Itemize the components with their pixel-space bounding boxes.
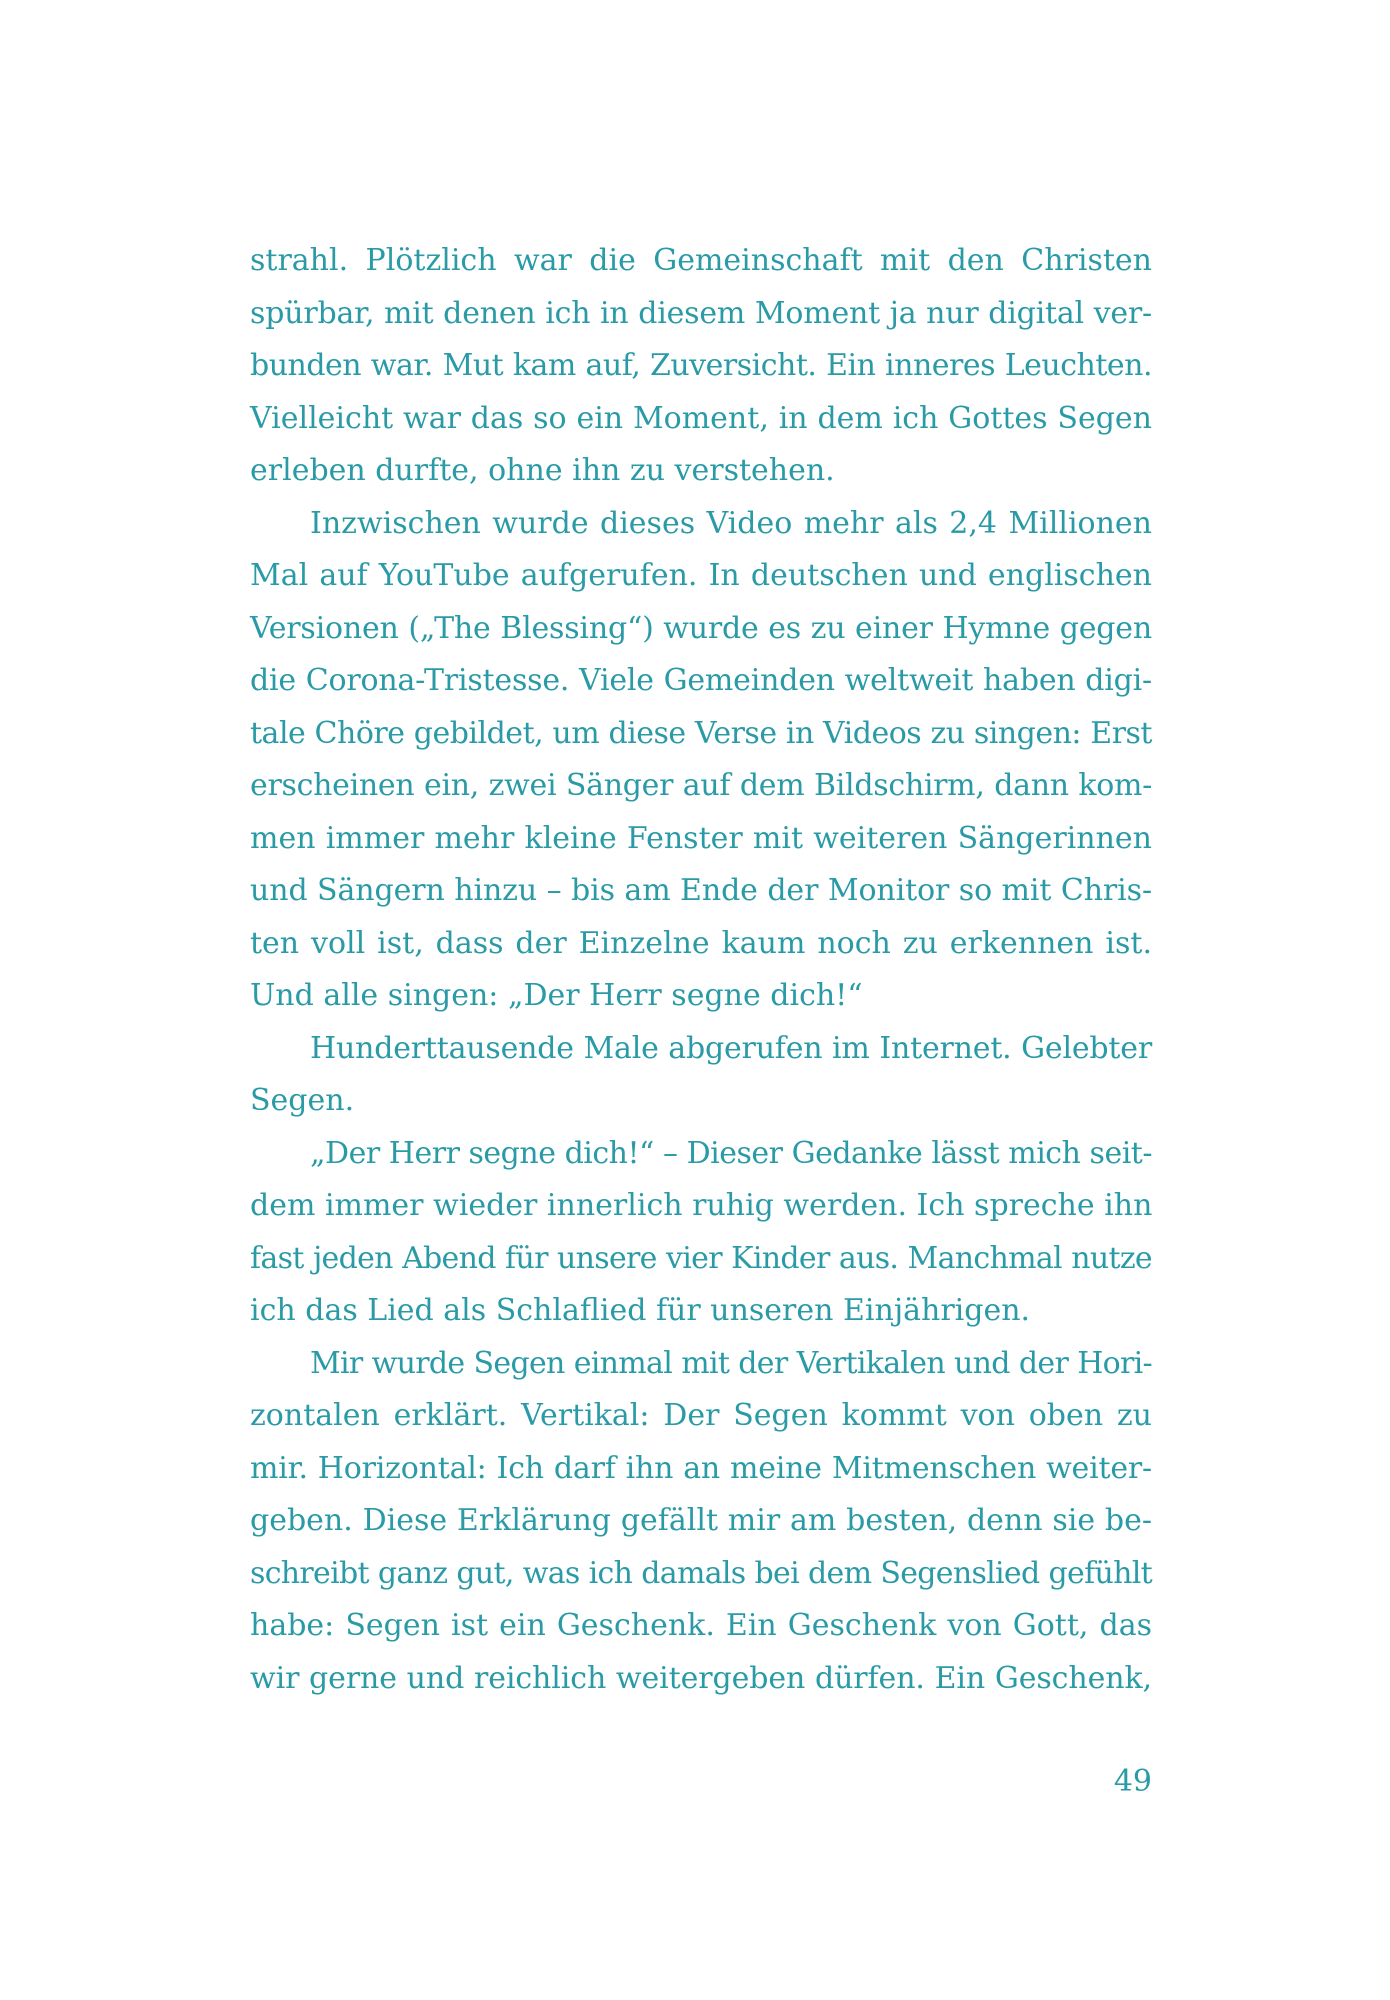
- text-line: ten voll ist, dass der Einzelne kaum noch zu erkennen ist.: [250, 925, 1152, 961]
- text-line: Inzwischen wurde dieses Video mehr als 2,4 Millionen: [310, 505, 1152, 541]
- text-line: tale Chöre gebildet, um diese Verse in Videos zu singen: Erst: [250, 715, 1152, 751]
- text-line: fast jeden Abend für unsere vier Kinder aus. Manchmal nutze: [250, 1240, 1152, 1276]
- text-line: zontalen erklärt. Vertikal: Der Segen kommt von oben zu: [250, 1398, 1152, 1433]
- page-number: 49: [1113, 1764, 1152, 1799]
- text-line: spürbar, mit denen ich in diesem Moment ja nur digital ver-: [250, 295, 1152, 331]
- text-line: Und alle singen: „Der Herr segne dich!“: [250, 978, 863, 1013]
- text-line: Mir wurde Segen einmal mit der Vertikalen und der Hori-: [310, 1345, 1152, 1381]
- text-line: und Sängern hinzu – bis am Ende der Monitor so mit Chris-: [250, 873, 1152, 908]
- text-line: dem immer wieder innerlich ruhig werden. Ich spreche ihn: [250, 1188, 1153, 1223]
- text-line: geben. Diese Erklärung gefällt mir am besten, denn sie be-: [250, 1503, 1152, 1538]
- paragraph-4: [250, 1128, 1152, 1338]
- text-line: Versionen („The Blessing“) wurde es zu einer Hymne gegen: [250, 610, 1152, 646]
- text-line: men immer mehr kleine Fenster mit weiteren Sängerinnen: [250, 820, 1152, 856]
- text-line: „Der Herr segne dich!“ – Dieser Gedanke lässt mich seit-: [310, 1135, 1152, 1171]
- text-line: Vielleicht war das so ein Moment, in dem ich Gottes Segen: [250, 400, 1152, 436]
- text-line: Mal auf YouTube aufgerufen. In deutschen und englischen: [250, 558, 1152, 593]
- text-line: habe: Segen ist ein Geschenk. Ein Geschenk von Gott, das: [250, 1608, 1152, 1643]
- text-line: Segen.: [250, 1083, 355, 1118]
- text-line: ich das Lied als Schlaflied für unseren Einjährigen.: [250, 1293, 1031, 1328]
- paragraph-3: [250, 1023, 1152, 1128]
- text-line: erscheinen ein, zwei Sänger auf dem Bildschirm, dann kom-: [250, 768, 1152, 803]
- paragraph-5: [250, 1338, 1152, 1706]
- body-text: [250, 235, 1152, 1705]
- text-line: strahl. Plötzlich war die Gemeinschaft mit den Christen: [250, 243, 1152, 278]
- text-line: mir. Horizontal: Ich darf ihn an meine Mitmenschen weiter-: [250, 1450, 1152, 1486]
- text-line: die Corona-Tristesse. Viele Gemeinden weltweit haben digi-: [250, 663, 1152, 698]
- text-line: bunden war. Mut kam auf, Zuversicht. Ein inneres Leuchten.: [250, 348, 1152, 383]
- text-line: Hunderttausende Male abgerufen im Internet. Gelebter: [310, 1030, 1152, 1066]
- paragraph-1: [250, 235, 1152, 498]
- text-line: wir gerne und reichlich weitergeben dürfen. Ein Geschenk,: [250, 1660, 1152, 1696]
- paragraph-2: [250, 498, 1152, 1023]
- text-line: erleben durfte, ohne ihn zu verstehen.: [250, 453, 835, 488]
- text-line: schreibt ganz gut, was ich damals bei dem Segenslied gefühlt: [250, 1555, 1152, 1591]
